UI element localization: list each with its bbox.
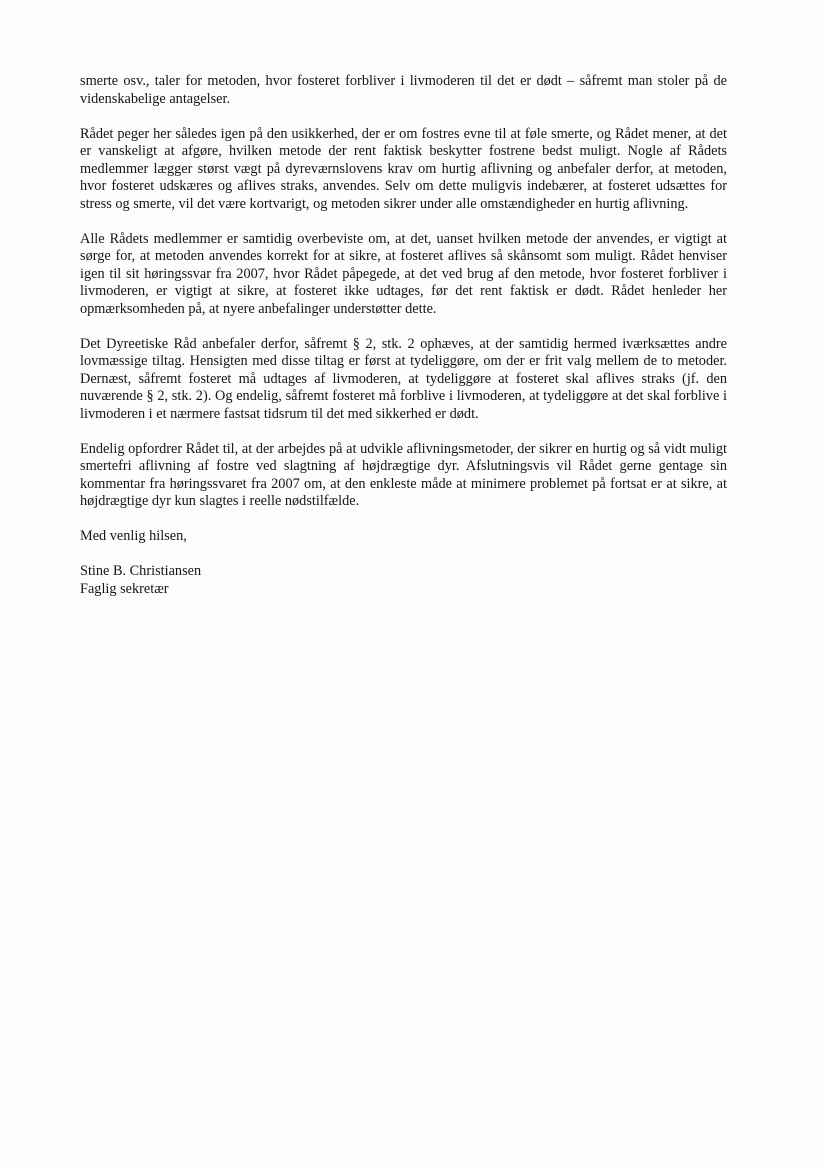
signature-title: Faglig sekretær	[80, 580, 169, 597]
signature-block	[80, 563, 727, 598]
signature-name: Stine B. Christiansen	[80, 563, 202, 579]
paragraph-1: smerte osv., taler for metoden, hvor fosteret forbliver i livmoderen til det er dødt – såfremt man stoler på de videnskabelige antagelser.	[80, 73, 727, 107]
closing-salutation: Med venlig hilsen,	[80, 528, 187, 544]
paragraph-4: Det Dyreetiske Råd anbefaler derfor, såfremt § 2, stk. 2 ophæves, at der samtidig hermed iværksættes andre lovmæssige tiltag. Hensigten med disse tiltag er først at tydeliggøre, om der er frit valg mellem de to metoder. Dernæst, såfremt fosteret må udtages af livmoderen, at tydeliggøre at fosteret skal aflives straks (jf. den nuværende § 2, stk. 2). Og endelig, såfremt fosteret må forblive i livmoderen, at tydeliggøre at det skal forblive i livmoderen i et nærmere fastsat tidsrum til det med sikkerhed er dødt.	[80, 335, 727, 422]
paragraph-3: Alle Rådets medlemmer er samtidig overbeviste om, at det, uanset hvilken metode der anvendes, er vigtigt at sørge for, at metoden anvendes korrekt for at sikre, at fosteret aflives så skånsomt som muligt. Rådet henviser igen til sit høringssvar fra 2007, hvor Rådet påpegede, at det ved brug af den metode, hvor fosteret forbliver i livmoderen, er vigtigt at sikre, at fosteret ikke udtages, før det rent faktisk er dødt. Rådet henleder her opmærksomheden på, at nyere anbefalinger understøtter dette.	[80, 230, 727, 317]
letter-body	[80, 73, 727, 511]
paragraph-5: Endelig opfordrer Rådet til, at der arbejdes på at udvikle aflivningsmetoder, der sikrer en hurtig og så vidt muligt smertefri aflivning af fostre ved slagtning af højdrægtige dyr. Afslutningsvis vil Rådet gerne gentage sin kommentar fra høringssvaret fra 2007 om, at den enkleste måde at minimere problemet på fortsat er at sikre, at højdrægtige dyr kun slagtes i reelle nødstilfælde.	[80, 440, 727, 509]
paragraph-2: Rådet peger her således igen på den usikkerhed, der er om fostres evne til at føle smerte, og Rådet mener, at det er vanskeligt at afgøre, hvilken metode der rent faktisk beskytter fostrene bedst muligt. Nogle af Rådets medlemmer lægger størst vægt på dyreværnslovens krav om hurtig aflivning og anbefaler derfor, at metoden, hvor fosteret udskæres og aflives straks, anvendes. Selv om dette muligvis indebærer, at fosteret udsættes for stress og smerte, vil det være kortvarigt, og metoden sikrer under alle omstændigheder en hurtig aflivning.	[80, 125, 727, 212]
